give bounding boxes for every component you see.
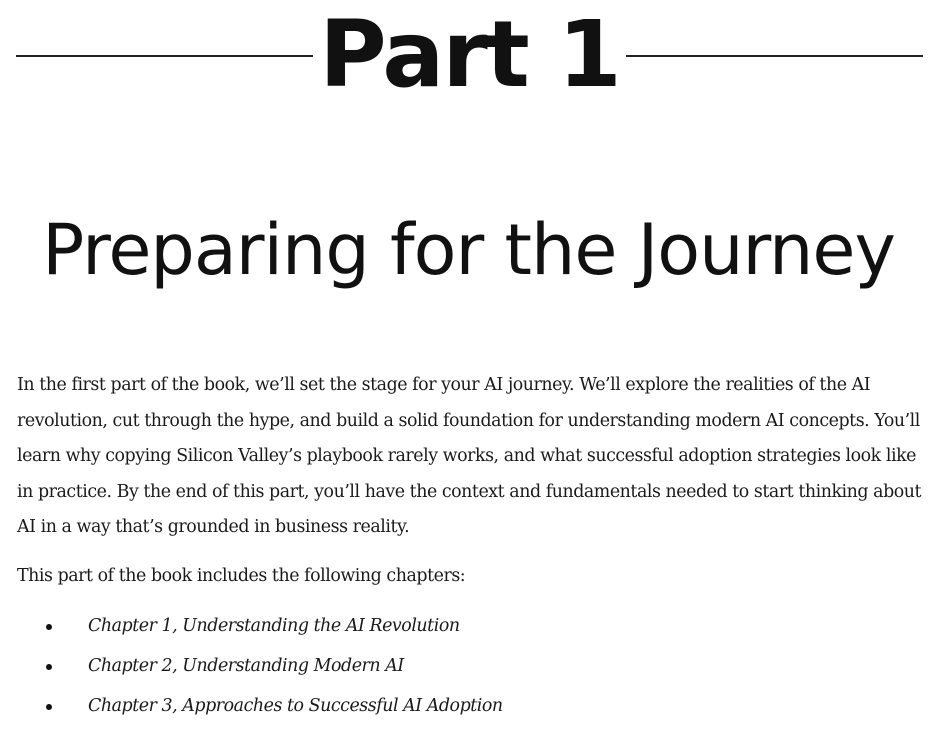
chapter-2-link[interactable]: Chapter 2, Understanding Modern AI <box>88 656 404 676</box>
bullet-icon <box>46 704 52 710</box>
bullet-icon <box>46 624 52 630</box>
intro-paragraph: In the first part of the book, we’ll set the stage for your AI journey. We’ll explore the realities of the AI revolution, cut through the hype, and build a solid foundation for understanding modern AI concepts. You’ll learn why copying Silicon Valley’s playbook rarely works, and what successful adoption strategies look like in practice. By the end of this part, you’ll have the context and fundamentals needed to start thinking about AI in a way that’s grounded in business reality. <box>17 375 922 537</box>
chapter-3-link[interactable]: Chapter 3, Approaches to Successful AI Adoption <box>88 696 503 716</box>
part-header <box>16 0 923 110</box>
part-subtitle: Preparing for the Journey <box>42 209 895 291</box>
left-rule <box>16 55 313 57</box>
chapters-lead-text: This part of the book includes the following chapters: <box>17 566 466 586</box>
part-title: Part 1 <box>319 1 620 108</box>
right-rule <box>626 55 923 57</box>
chapter-1-link[interactable]: Chapter 1, Understanding the AI Revolution <box>88 616 460 636</box>
bullet-icon <box>46 664 52 670</box>
